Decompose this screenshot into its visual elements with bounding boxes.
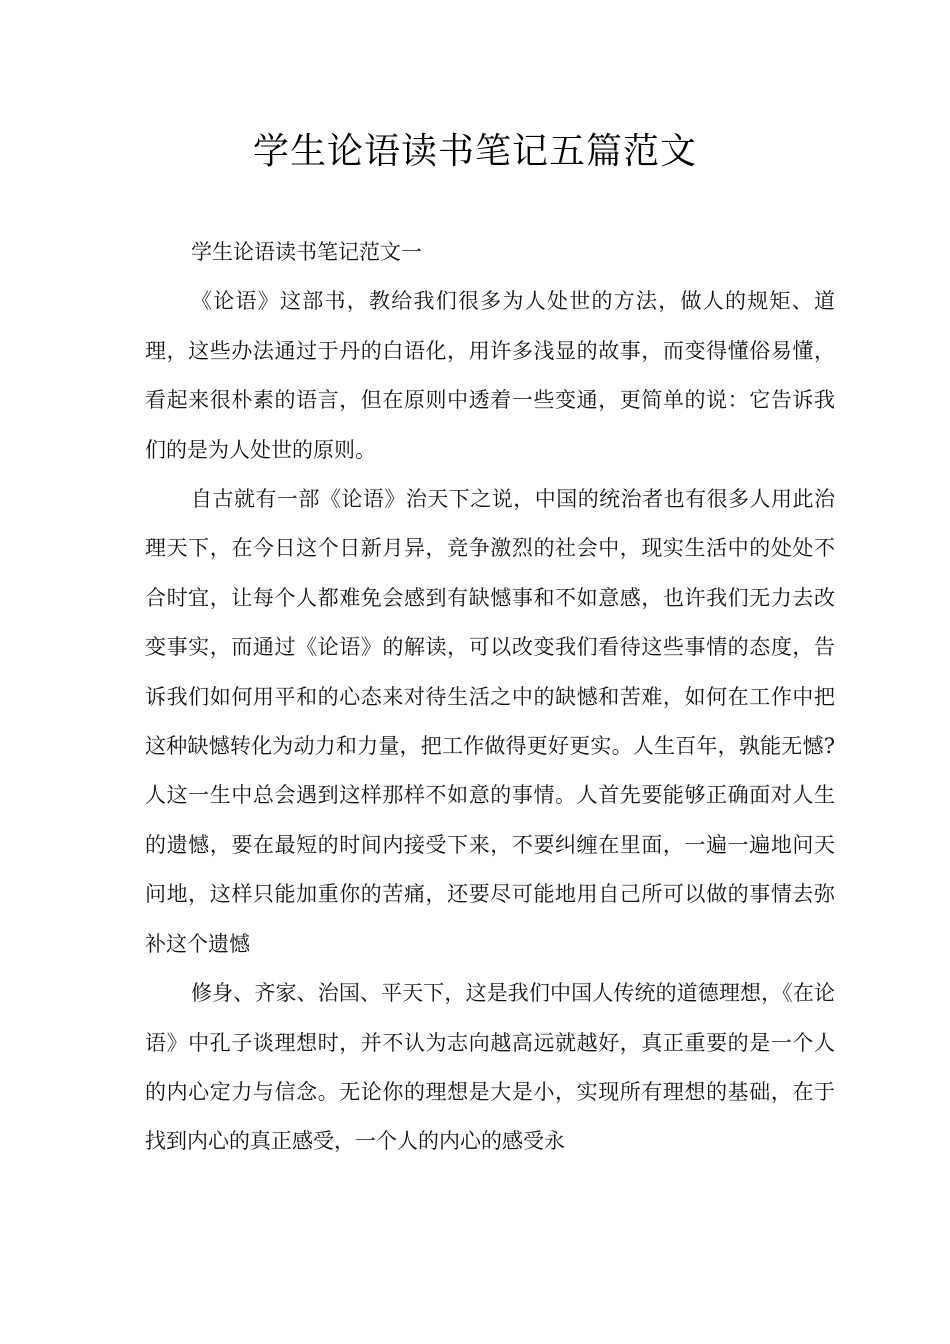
- paragraph-3: 修身、齐家、治国、平天下，这是我们中国人传统的道德理想，《在论语》中孔子谈理想时，并不认为志向越高远就越好，真正重要的是一个人的内心定力与信念。无论你的理想是大是小，实现所有理想的基础，在于找到内心的真正感受，一个人的内心的感受永: [145, 981, 835, 1154]
- paragraph-2: 自古就有一部《论语》治天下之说，中国的统治者也有很多人用此治理天下，在今日这个日新月异，竞争激烈的社会中，现实生活中的处处不合时宜，让每个人都难免会感到有缺憾事和不如意感，也许我们无力去改变事实，而通过《论语》的解读，可以改变我们看待这些事情的态度，告诉我们如何用平和的心态来对待生活之中的缺憾和苦难，如何在工作中把这种缺憾转化为动力和力量，把工作做得更好更实。人生百年，孰能无憾?人这一生中总会遇到这样那样不如意的事情。人首先要能够正确面对人生的遗憾，要在最短的时间内接受下来，不要纠缠在里面，一遍一遍地问天问地，这样只能加重你的苦痛，还要尽可能地用自己所可以做的事情去弥补这个遗憾: [145, 487, 835, 956]
- document-body: [145, 228, 835, 1167]
- section-heading: 学生论语读书笔记范文一: [191, 240, 422, 264]
- document-title: 学生论语读书笔记五篇范文: [252, 131, 697, 172]
- paragraph-1: 《论语》这部书，教给我们很多为人处世的方法，做人的规矩、道理，这些办法通过于丹的白语化，用许多浅显的故事，而变得懂俗易懂，看起来很朴素的语言，但在原则中透着一些变通，更简单的说：它告诉我们的是为人处世的原则。: [145, 289, 835, 462]
